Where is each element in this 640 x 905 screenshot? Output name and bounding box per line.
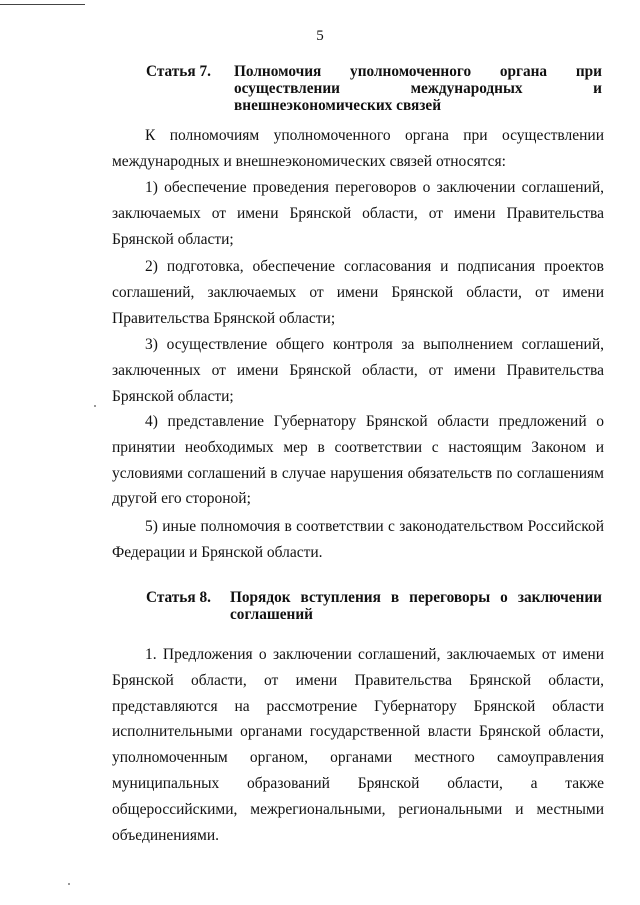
page-number: 5 (316, 28, 324, 44)
top-rule (0, 4, 85, 5)
article-7-intro: К полномочиям уполномоченного органа при осуществлении международных и внешнеэкономических связей относятся: (112, 127, 604, 170)
scan-speck (94, 405, 96, 407)
article-7-item-5: 5) иные полномочия в соответствии с законодательством Российской Федерации и Брянской области. (112, 518, 604, 561)
article-7-item-2: 2) подготовка, обеспечение согласования и подписания проектов соглашений, заключаемых от имени Брянской области, от имени Правительства Брянской области; (112, 258, 604, 327)
article-7-item-4: 4) представление Губернатору Брянской области предложений о принятии необходимых мер в соответствии с настоящим Законом и условиями соглашений в случае нарушения обязательств по соглашениям другой его стороной; (112, 413, 604, 508)
article-7-item-1: 1) обеспечение проведения переговоров о заключении соглашений, заключаемых от имени Брянской области, от имени Правительства Брянской области; (112, 179, 604, 248)
article-8-paragraph-1: 1. Предложения о заключении соглашений, заключаемых от имени Брянской области, от имени Правительства Брянской области, представляются на рассмотрение Губернатору Брянской области исполнительными органами государственной власти Брянской области, уполномоченным органом, органами местного самоуправления муниципальных образований Брянской области, а также общероссийскими, межрегиональными, региональными и местными объединениями. (112, 646, 604, 844)
article-7-number: Статья 7. (146, 63, 211, 80)
article-7-item-3: 3) осуществление общего контроля за выполнением соглашений, заключенных от имени Брянской области, от имени Правительства Брянской области; (112, 336, 604, 405)
article-7-title: Полномочия уполномоченного органа при осуществлении международных и внешнеэкономических связей (234, 63, 602, 114)
scan-speck (68, 883, 70, 885)
article-8-number: Статья 8. (146, 589, 211, 606)
article-8-title: Порядок вступления в переговоры о заключении соглашений (230, 589, 602, 623)
